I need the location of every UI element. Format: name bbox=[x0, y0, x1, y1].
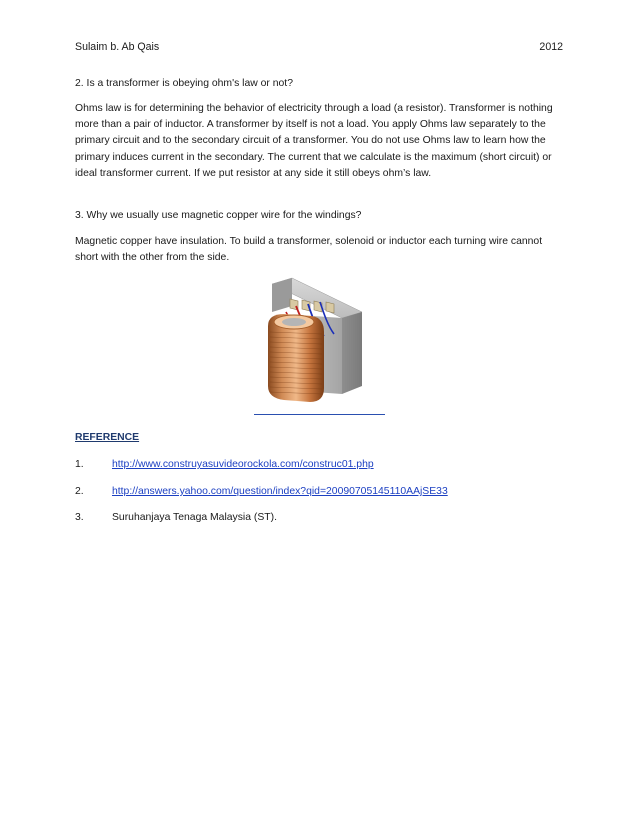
question-3: 3. Why we usually use magnetic copper wire for the windings? bbox=[75, 210, 362, 221]
header-author: Sulaim b. Ab Qais bbox=[75, 41, 160, 53]
reference-number: 2. bbox=[75, 486, 84, 497]
answer-2: Ohms law is for determining the behavior of electricity through a load (a resistor). Transformer is nothing more than a pair of inductor. A transformer by itself is not a load. You apply Ohms law separately to the primary circuit and to the secondary circuit of a transformer. You do not use Ohms law to learn how the primary induces current in the secondary. The current that we calculate is the maximum (short circuit) or ideal transformer current. If we put resistor at any side it still obeys ohm’s law. bbox=[75, 103, 553, 179]
reference-link[interactable]: http://www.construyasuvideorockola.com/construc01.php bbox=[112, 459, 374, 470]
reference-link[interactable]: http://answers.yahoo.com/question/index?qid=20090705145110AAjSE33 bbox=[112, 486, 448, 497]
reference-number: 1. bbox=[75, 459, 84, 470]
transformer-illustration bbox=[254, 276, 386, 416]
reference-number: 3. bbox=[75, 512, 84, 523]
answer-3: Magnetic copper have insulation. To build a transformer, solenoid or inductor each turning wire cannot short with the other from the side. bbox=[75, 236, 543, 264]
question-2: 2. Is a transformer is obeying ohm's law or not? bbox=[75, 78, 293, 89]
reference-text: Suruhanjaya Tenaga Malaysia (ST). bbox=[112, 512, 277, 523]
figure-caption-line bbox=[254, 414, 385, 415]
header-year: 2012 bbox=[539, 41, 563, 53]
reference-heading: REFERENCE bbox=[75, 432, 140, 443]
